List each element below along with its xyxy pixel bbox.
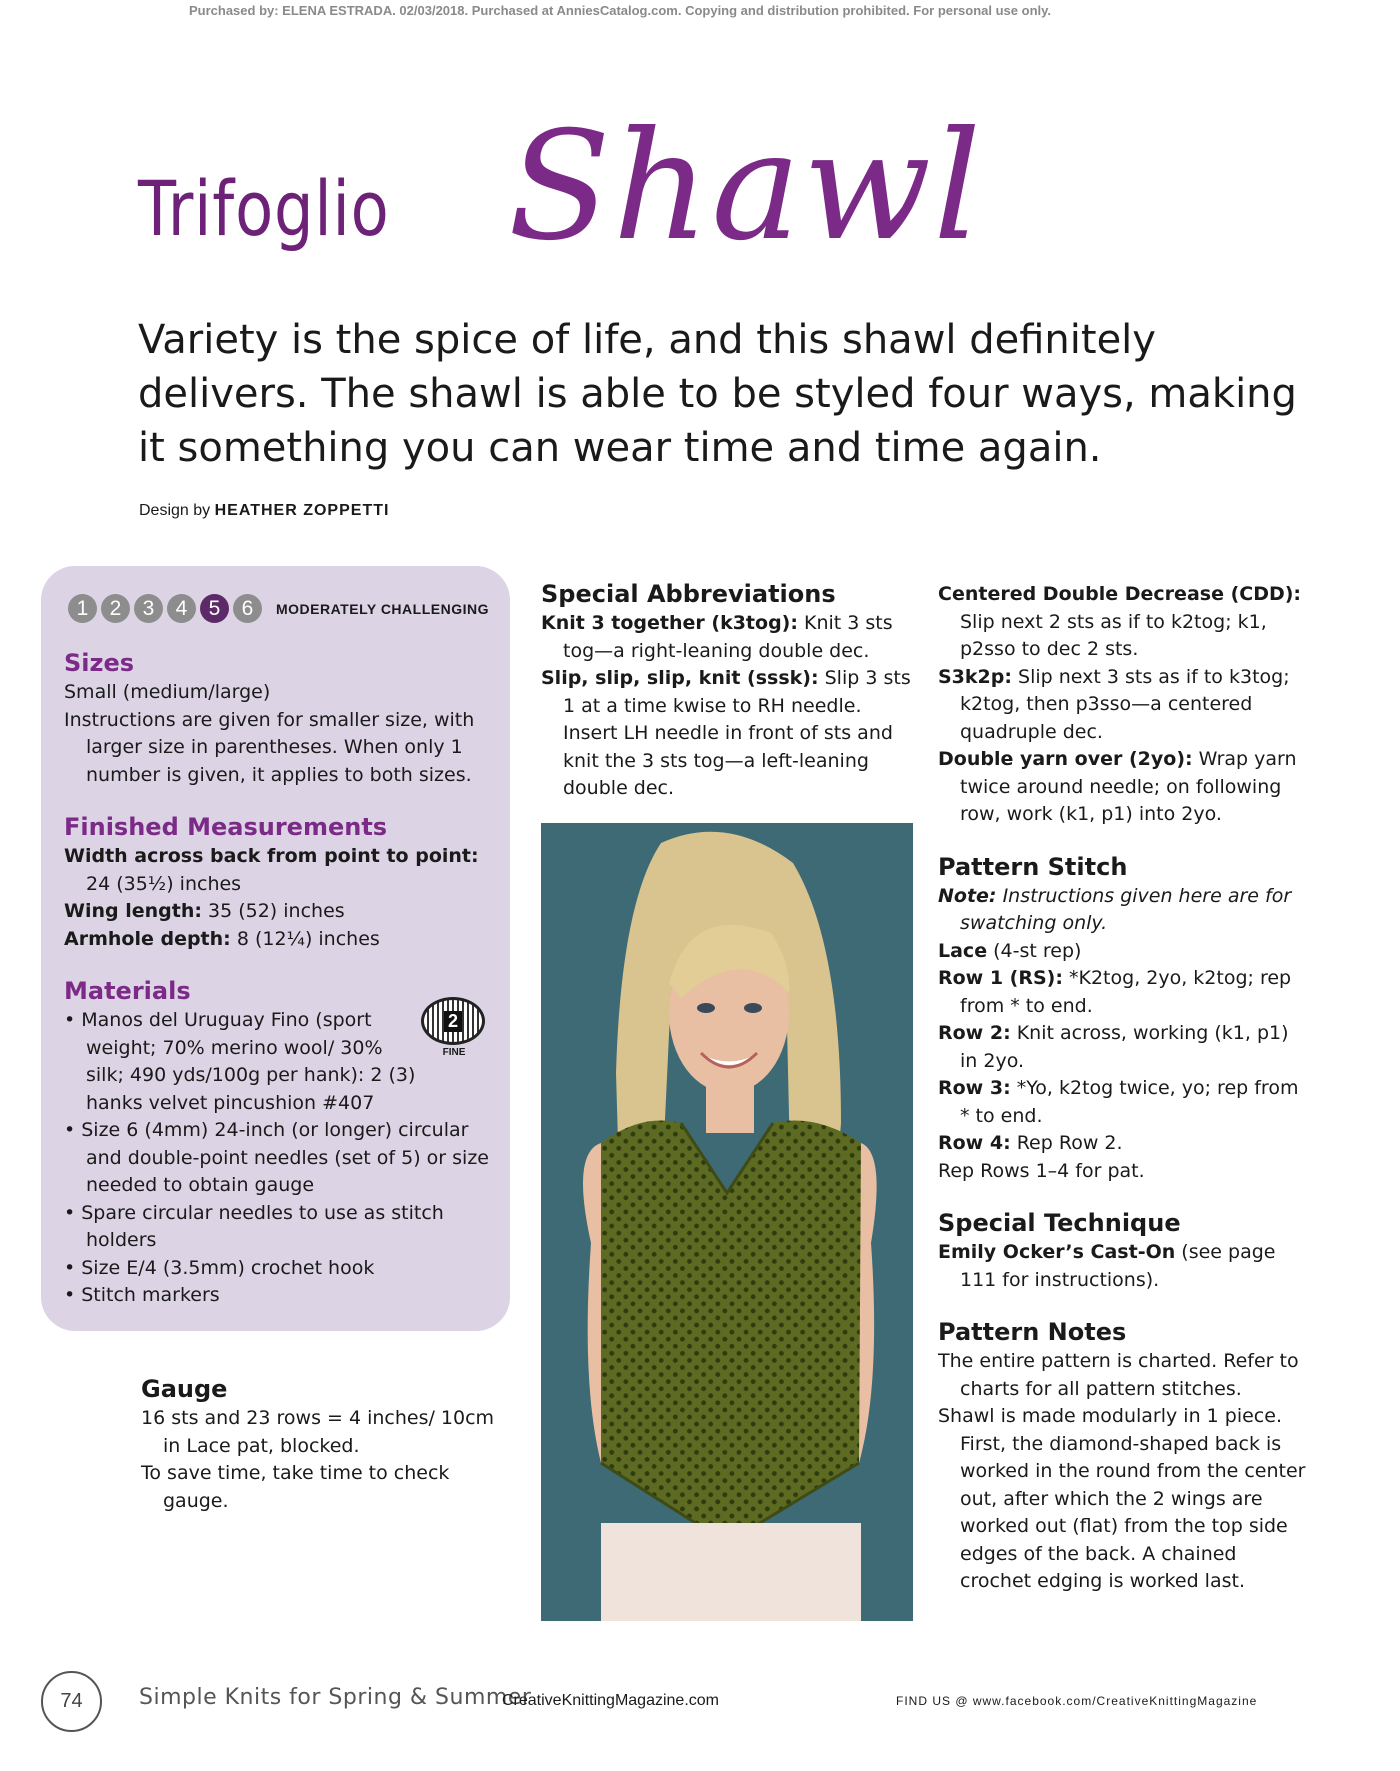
- row-label: Row 3:: [938, 1077, 1011, 1099]
- row-label: Row 4:: [938, 1132, 1011, 1154]
- materials-heading: Materials: [64, 977, 191, 1005]
- wing-value: 35 (52) inches: [208, 900, 345, 922]
- yarn-weight-icon: [421, 997, 487, 1058]
- sizes-note: Instructions are given for smaller size, with larger size in parentheses. When only 1 number is given, it applies to both sizes.: [64, 708, 475, 786]
- abbrev-term: Knit 3 together (k3tog):: [541, 612, 798, 634]
- gauge-section: [141, 1373, 501, 1515]
- sidebar-content: [64, 647, 494, 1310]
- row-2: [938, 1020, 1308, 1075]
- materials-item: • Manos del Uruguay Fino (sport weight; 70% merino wool/ 30% silk; 490 yds/100g per hank): 2 (3) hanks velvet pincushion #407: [64, 1009, 416, 1114]
- row-text: Rep Row 2.: [1010, 1132, 1123, 1154]
- abbrev-cdd: [938, 581, 1308, 664]
- special-technique-line: [938, 1239, 1308, 1294]
- abbrev-def: Wrap yarn twice around needle; on following row, work (k1, p1) into 2yo.: [960, 748, 1297, 825]
- wing-measurement: [64, 898, 494, 926]
- armhole-value: 8 (12¼) inches: [236, 927, 380, 950]
- website-link[interactable]: CreativeKnittingMagazine.com: [502, 1692, 719, 1709]
- abbrev-s3k2p: [938, 664, 1308, 747]
- repeat-line: Rep Rows 1–4 for pat.: [938, 1159, 1145, 1182]
- sizes-heading: Sizes: [64, 649, 135, 677]
- row-4: [938, 1130, 1308, 1158]
- gauge-line: 16 sts and 23 rows = 4 inches/ 10cm in Lace pat, blocked.: [141, 1407, 495, 1457]
- width-label: Width across back from point to point:: [64, 845, 479, 867]
- yarn-weight-number: 2: [444, 1011, 462, 1032]
- skill-level-1: 1: [68, 594, 97, 623]
- row-text: Knit across, working (k1, p1) in 2yo.: [960, 1022, 1289, 1072]
- gauge-note: To save time, take time to check gauge.: [141, 1462, 450, 1512]
- abbrev-term: Centered Double Decrease (CDD):: [938, 583, 1302, 605]
- designer-prefix: Design by: [139, 502, 211, 519]
- pattern-notes-heading: Pattern Notes: [938, 1318, 1127, 1346]
- intro-line: delivers. The shawl is able to be styled four ways, making: [138, 371, 1297, 417]
- row-1: [938, 965, 1308, 1020]
- row-label: Row 1 (RS):: [938, 967, 1063, 989]
- armhole-measurement: [64, 926, 494, 954]
- abbrev-term: S3k2p:: [938, 665, 1012, 688]
- sizes-line: Small (medium/large): [64, 681, 271, 703]
- materials-item: • Spare circular needles to use as stitch holders: [64, 1201, 444, 1251]
- model-photo-illustration: [541, 823, 913, 1621]
- pattern-stitch-heading: Pattern Stitch: [938, 852, 1128, 881]
- materials-item: • Size 6 (4mm) 24-inch (or longer) circular and double-point needles (set of 5) or size needed to obtain gauge: [64, 1119, 489, 1196]
- abbrev-def: Slip next 2 sts as if to k2tog; k1, p2sso to dec 2 sts.: [960, 610, 1267, 660]
- designer-credit: [139, 502, 389, 520]
- row-text: *K2tog, 2yo, k2tog; rep from * to end.: [960, 967, 1292, 1017]
- row-label: Row 2:: [938, 1022, 1011, 1044]
- abbrev-def: Slip next 3 sts as if to k3tog; k2tog, then p3sso—a centered quadruple dec.: [960, 665, 1290, 743]
- intro-line: Variety is the spice of life, and this shawl definitely: [138, 317, 1156, 363]
- magazine-title: Simple Knits for Spring & Summer: [139, 1685, 532, 1710]
- special-abbreviations-heading: Special Abbreviations: [541, 580, 836, 608]
- armhole-label: Armhole depth:: [64, 927, 231, 950]
- abbrev-2yo: [938, 746, 1308, 829]
- facebook-link[interactable]: FIND US @ www.facebook.com/CreativeKnittingMagazine: [896, 1694, 1258, 1708]
- title-word-trifoglio: Trifoglio: [138, 164, 390, 253]
- abbrev-term: Double yarn over (2yo):: [938, 748, 1193, 770]
- pattern-stitch-note: [938, 883, 1308, 938]
- row-text: *Yo, k2tog twice, yo; rep from * to end.: [960, 1077, 1299, 1127]
- intro-line: it something you can wear time and time again.: [138, 425, 1102, 471]
- technique-text: (see page 111 for instructions).: [960, 1241, 1276, 1291]
- abbrev-def: Slip 3 sts 1 at a time kwise to RH needle. Insert LH needle in front of sts and knit the 3 sts tog—a left-leaning double dec.: [563, 667, 911, 799]
- abbrev-sssk: [541, 665, 911, 803]
- skill-level-label: MODERATELY CHALLENGING: [276, 600, 489, 617]
- pattern-notes-paragraph: Shawl is made modularly in 1 piece. First, the diamond-shaped back is worked in the round from the center out, after which the 2 wings are worked out (flat) from the top side edges of the back. A chained crochet edging is worked last.: [938, 1405, 1306, 1592]
- lace-line: [938, 938, 1308, 966]
- purchase-notice: Purchased by: ELENA ESTRADA. 02/03/2018. Purchased at AnniesCatalog.com. Copying and distribution prohibited. For personal use only.: [188, 3, 1051, 18]
- intro-paragraph: [138, 313, 1338, 475]
- note-text: Instructions given here are for swatching only.: [960, 884, 1292, 934]
- lace-text: (4-st rep): [987, 939, 1082, 962]
- designer-name: HEATHER ZOPPETTI: [214, 502, 390, 519]
- gauge-heading: Gauge: [141, 1375, 228, 1403]
- abbrev-term: Slip, slip, slip, knit (sssk):: [541, 667, 819, 689]
- note-label: Note:: [938, 884, 997, 907]
- special-abbreviations-section: [541, 578, 911, 803]
- skill-level-6: 6: [233, 594, 262, 623]
- page-number: 74: [41, 1671, 102, 1732]
- special-technique-heading: Special Technique: [938, 1209, 1181, 1237]
- measurements-heading: Finished Measurements: [64, 813, 388, 841]
- technique-term: Emily Ocker’s Cast-On: [938, 1241, 1176, 1263]
- row-3: [938, 1075, 1308, 1130]
- yarn-weight-label: FINE: [442, 1047, 466, 1058]
- materials-item: • Size E/4 (3.5mm) crochet hook: [64, 1256, 375, 1279]
- skill-level-4: 4: [167, 594, 196, 623]
- right-column: [938, 581, 1308, 1596]
- title-word-shawl: Shawl: [508, 100, 984, 274]
- skill-level-2: 2: [101, 594, 130, 623]
- width-measurement: [64, 843, 494, 898]
- lace-label: Lace: [938, 939, 988, 962]
- pattern-notes-paragraph: The entire pattern is charted. Refer to charts for all pattern stitches.: [938, 1350, 1299, 1400]
- model-photo: [541, 823, 913, 1621]
- abbrev-def: Knit 3 sts tog—a right-leaning double dec.: [563, 612, 893, 662]
- width-value: 24 (35½) inches: [86, 872, 242, 895]
- skill-level-indicator: [68, 594, 489, 623]
- skill-level-5-active: 5: [200, 594, 229, 623]
- wing-label: Wing length:: [64, 900, 202, 922]
- abbrev-k3tog: [541, 610, 911, 665]
- yarn-ball-icon: [421, 997, 485, 1045]
- skill-level-3: 3: [134, 594, 163, 623]
- materials-item: • Stitch markers: [64, 1284, 220, 1306]
